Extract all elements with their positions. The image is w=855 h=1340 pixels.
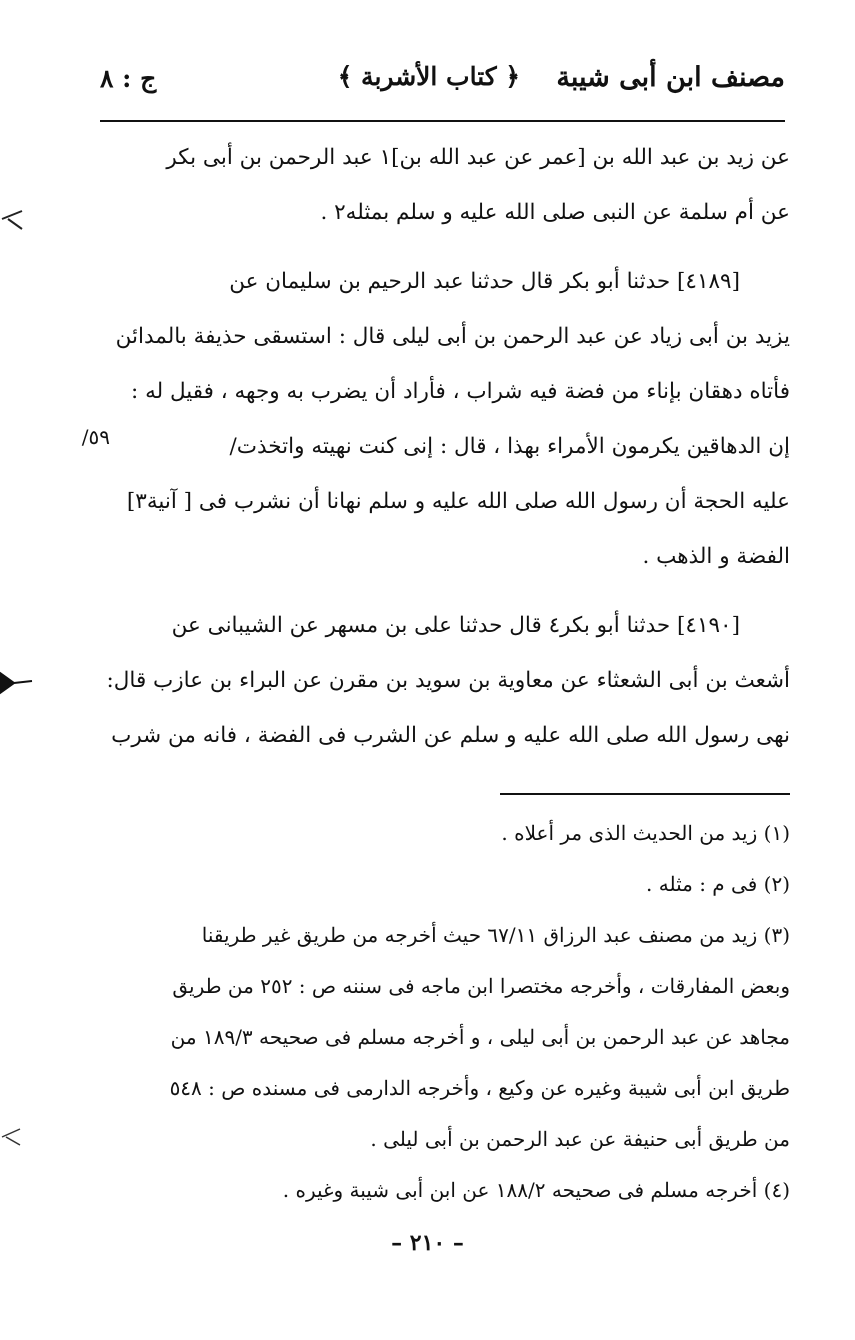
text-line: عليه الحجة أن رسول الله صلى الله عليه و سلم نهانا أن نشرب فى [ آنية٣]: [126, 489, 790, 514]
manuscript-folio-marker: ٥٩/: [81, 425, 110, 449]
footnote-2: (٢) فى م : مثله .: [646, 872, 790, 896]
scan-edge-mark: [0, 1125, 26, 1151]
text-line: أشعث بن أبى الشعثاء عن معاوية بن سويد بن مقرن عن البراء بن عازب قال:: [106, 668, 790, 693]
scan-edge-mark: [0, 205, 30, 235]
footnote-1: (١) زيد من الحديث الذى مر أعلاه .: [501, 821, 790, 845]
text-line: عن أم سلمة عن النبى صلى الله عليه و سلم بمثله٢ .: [320, 200, 790, 225]
book-title: مصنف ابن أبى شيبة: [556, 62, 785, 93]
hadith-start-4190: [٤١٩٠] حدثنا أبو بكر٤ قال حدثنا على بن مسهر عن الشيبانى عن: [171, 613, 740, 638]
text-line: عن زيد بن عبد الله بن [عمر عن عبد الله بن]١ عبد الرحمن بن أبى بكر: [166, 145, 790, 170]
chapter-title: ﴿ كتاب الأشربة ﴾: [337, 62, 520, 91]
volume-number: ج : ٨: [100, 64, 157, 93]
footnotes: [100, 808, 790, 1216]
footnote-3-continuation: من طريق أبى حنيفة عن عبد الرحمن بن أبى ليلى .: [370, 1127, 790, 1151]
footnote-4: (٤) أخرجه مسلم فى صحيحه ١٨٨/٢ عن ابن أبى شيبة وغيره .: [282, 1178, 790, 1202]
footnote-3-continuation: مجاهد عن عبد الرحمن بن أبى ليلى ، و أخرجه مسلم فى صحيحه ١٨٩/٣ من: [170, 1025, 790, 1049]
hadith-start-4189: [٤١٨٩] حدثنا أبو بكر قال حدثنا عبد الرحيم بن سليمان عن: [229, 269, 740, 294]
page-number: – ٢١٠ –: [391, 1230, 464, 1256]
main-text: [100, 130, 790, 763]
header-rule: [100, 120, 785, 122]
scan-edge-mark: [0, 665, 36, 701]
text-line: الفضة و الذهب .: [642, 544, 790, 569]
footnote-3-continuation: طريق ابن أبى شيبة وغيره عن وكيع ، وأخرجه الدارمى فى مسنده ص : ٥٤٨: [169, 1076, 790, 1100]
running-header: [100, 62, 785, 108]
footnote-3: (٣) زيد من مصنف عبد الرزاق ٦٧/١١ حيث أخرجه من طريق غير طريقنا: [201, 923, 790, 947]
text-line: إن الدهاقين يكرمون الأمراء بهذا ، قال : إنى كنت نهيته واتخذت/: [229, 434, 790, 459]
footnote-3-continuation: وبعض المفارقات ، وأخرجه مختصرا ابن ماجه فى سننه ص : ٢٥٢ من طريق: [172, 974, 790, 998]
text-line: يزيد بن أبى زياد عن عبد الرحمن بن أبى ليلى قال : استسقى حذيفة بالمدائن: [115, 324, 790, 349]
footnote-separator: [500, 793, 790, 795]
text-line: فأتاه دهقان بإناء من فضة فيه شراب ، فأراد أن يضرب به وجهه ، فقيل له :: [131, 379, 790, 404]
text-line: نهى رسول الله صلى الله عليه و سلم عن الشرب فى الفضة ، فانه من شرب: [111, 723, 790, 748]
